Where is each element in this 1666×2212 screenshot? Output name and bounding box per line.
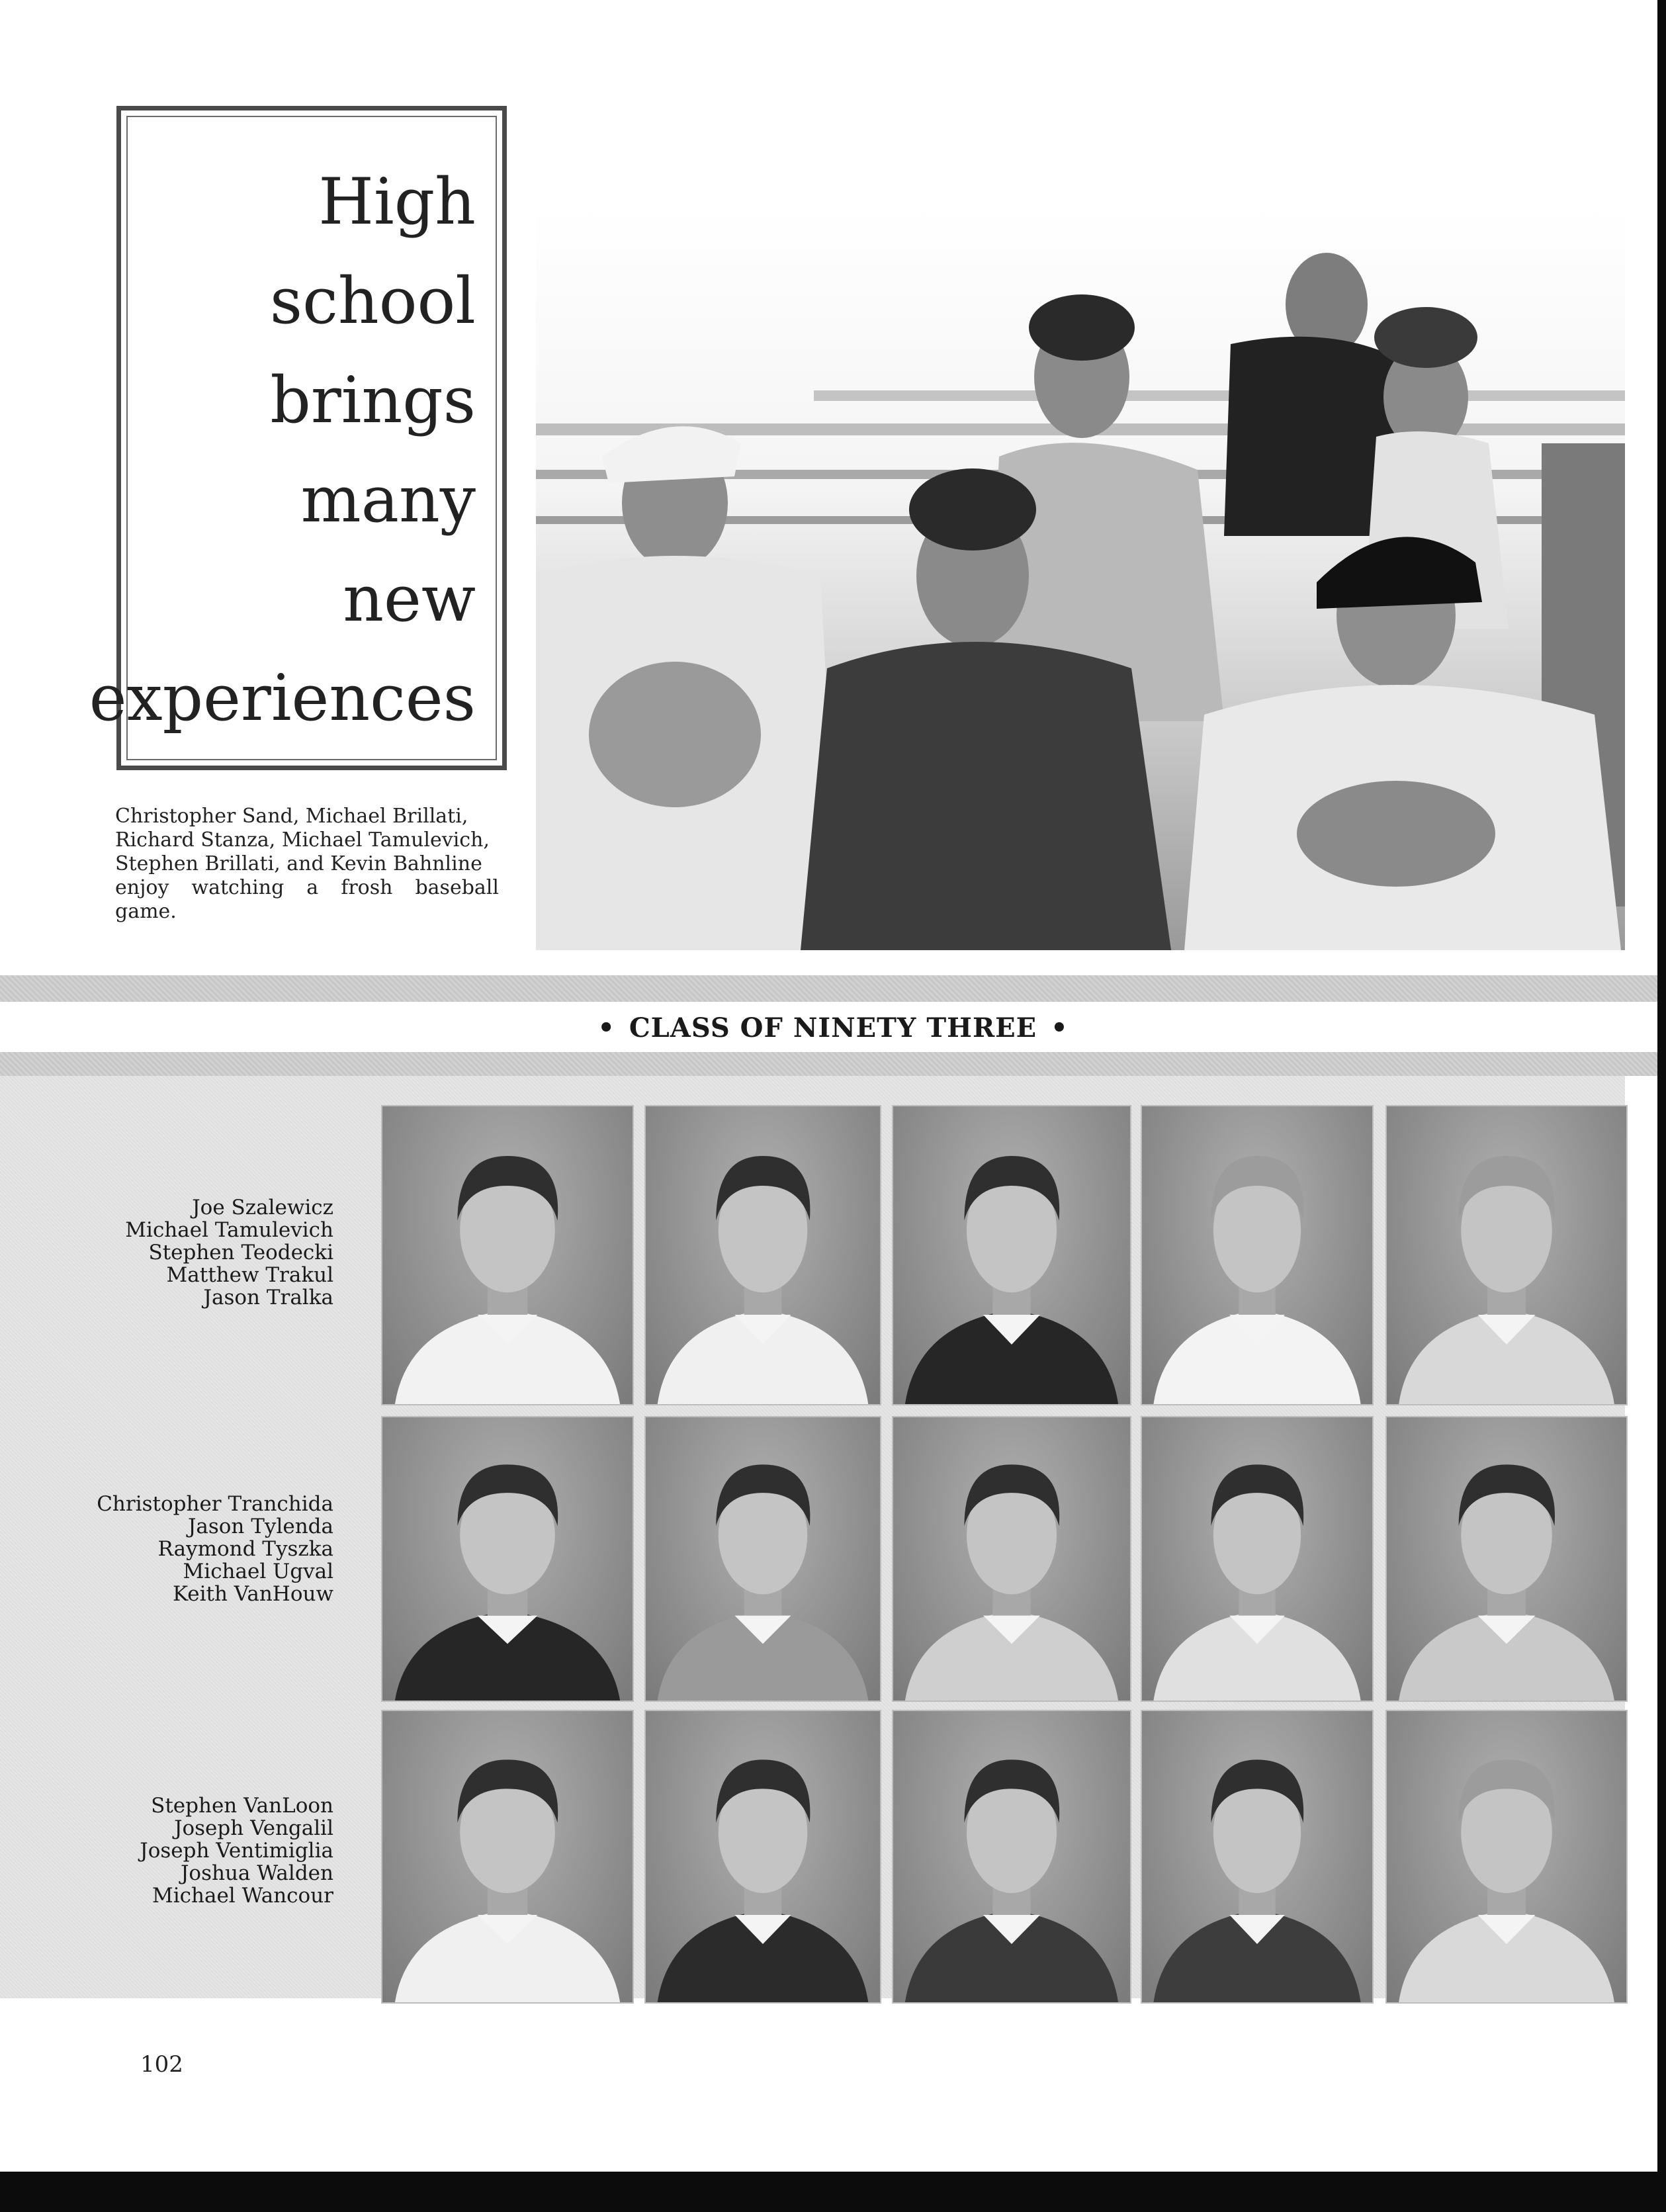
portrait-figure <box>1387 1106 1626 1404</box>
names-row-1 <box>56 1196 333 1309</box>
student-portrait <box>644 1710 881 2004</box>
class-banner <box>0 1012 1666 1043</box>
student-name: Jason Tralka <box>203 1286 333 1309</box>
portrait-figure <box>1387 1417 1626 1701</box>
portrait-figure <box>382 1417 633 1701</box>
portrait-figure <box>1142 1417 1372 1701</box>
photo-caption <box>115 805 499 924</box>
title-line-2: school <box>269 264 476 338</box>
portrait-figure <box>893 1417 1130 1701</box>
student-name: Michael Ugval <box>183 1560 333 1583</box>
student-portrait <box>381 1710 634 2004</box>
portrait-figure <box>646 1711 880 2002</box>
student-name: Joseph Ventimiglia <box>140 1839 333 1863</box>
names-row-2 <box>56 1493 333 1605</box>
student-portrait <box>644 1416 881 1702</box>
group-photo <box>536 205 1625 950</box>
scan-bottom-edge <box>0 2172 1666 2212</box>
student-name: Stephen Teodecki <box>148 1241 333 1264</box>
student-name: Joseph Vengalil <box>174 1816 333 1840</box>
student-name: Michael Tamulevich <box>125 1218 333 1242</box>
banner-bullet-left: • <box>597 1012 615 1043</box>
student-name: Keith VanHouw <box>172 1582 333 1606</box>
portrait-figure <box>646 1417 880 1701</box>
student-name: Raymond Tyszka <box>157 1537 333 1561</box>
student-portrait <box>1385 1105 1628 1405</box>
student-name: Michael Wancour <box>152 1884 333 1908</box>
title-line-5: new <box>343 562 476 636</box>
caption-line: Stephen Brillati, and Kevin Bahnline <box>115 852 482 875</box>
student-portrait <box>381 1416 634 1702</box>
student-portrait <box>1141 1416 1374 1702</box>
title-box <box>89 106 507 770</box>
student-portrait <box>1385 1710 1628 2004</box>
banner-bullet-right: • <box>1051 1012 1069 1043</box>
portrait-figure <box>893 1711 1130 2002</box>
banner-label: CLASS OF NINETY THREE <box>629 1012 1037 1043</box>
student-name: Matthew Trakul <box>166 1263 333 1287</box>
student-portrait <box>381 1105 634 1405</box>
portrait-figure <box>1142 1711 1372 2002</box>
portrait-figure <box>1387 1711 1626 2002</box>
student-name: Stephen VanLoon <box>151 1794 333 1818</box>
title-line-6: experiences <box>89 661 476 735</box>
portrait-figure <box>646 1106 880 1404</box>
student-portrait <box>892 1416 1131 1702</box>
caption-line: enjoy watching a frosh baseball game. <box>115 876 499 923</box>
title-line-3: brings <box>270 363 476 437</box>
portrait-figure <box>382 1106 633 1404</box>
banner-top-stripe <box>0 975 1666 1002</box>
names-row-3 <box>56 1794 333 1907</box>
title-line-4: many <box>300 463 476 537</box>
student-portrait <box>892 1105 1131 1405</box>
portrait-figure <box>1142 1106 1372 1404</box>
student-portrait <box>1141 1710 1374 2004</box>
student-name: Joe Szalewicz <box>192 1196 333 1219</box>
student-name: Christopher Tranchida <box>97 1492 333 1516</box>
portrait-figure <box>893 1106 1130 1404</box>
student-portrait <box>1141 1105 1374 1405</box>
student-portrait <box>644 1105 881 1405</box>
caption-line: Christopher Sand, Michael Brillati, <box>115 805 468 828</box>
scan-right-edge <box>1657 0 1666 2212</box>
student-name: Joshua Walden <box>181 1861 333 1885</box>
page-number: 102 <box>140 2051 183 2078</box>
portrait-figure <box>382 1711 633 2002</box>
caption-line: Richard Stanza, Michael Tamulevich, <box>115 828 490 852</box>
title-line-1: High <box>318 165 476 239</box>
student-name: Jason Tylenda <box>187 1515 333 1538</box>
student-portrait <box>1385 1416 1628 1702</box>
banner-bottom-stripe <box>0 1052 1666 1076</box>
student-portrait <box>892 1710 1131 2004</box>
